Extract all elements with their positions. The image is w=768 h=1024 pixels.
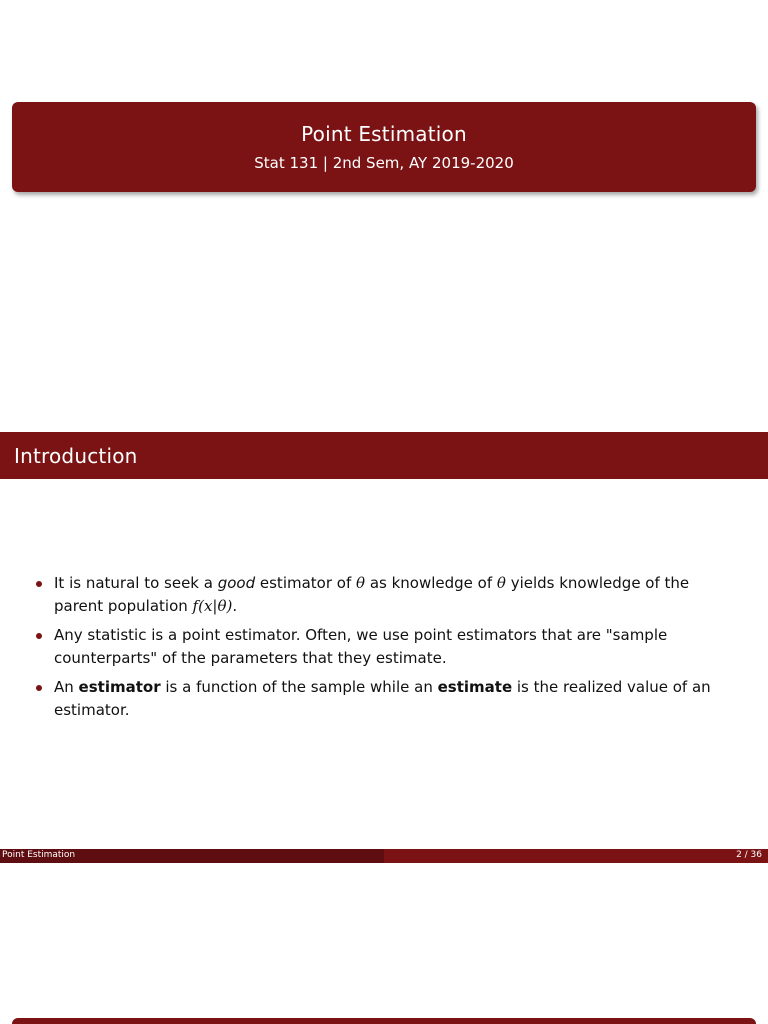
text-run: It is natural to seek a [54, 574, 218, 592]
math-symbol: θ [356, 574, 366, 592]
footer-title: Point Estimation [2, 850, 76, 860]
math-symbol: f [192, 597, 199, 615]
title-card [12, 102, 756, 192]
page-number: 2 / 36 [736, 850, 762, 860]
bullet-text: Any statistic is a point estimator. Often, we use point estimators that are "sample counterparts" of the parameters that they estimate. [54, 626, 668, 667]
bold-term: estimate [437, 678, 513, 696]
presentation-subtitle: Stat 131 | 2nd Sem, AY 2019-2020 [254, 154, 514, 172]
text-run: is the realized value of an estimator. [54, 678, 711, 719]
bullet-list [36, 572, 736, 728]
bullet-text [54, 574, 689, 615]
footer-right-panel [384, 849, 768, 863]
list-item [36, 624, 736, 670]
bullet-dot-icon [36, 685, 42, 691]
text-run: . [232, 597, 238, 615]
bullet-text [54, 678, 711, 719]
math-expression: (x|θ) [198, 597, 233, 615]
bold-term: estimator [78, 678, 161, 696]
next-slide-edge [12, 1018, 756, 1024]
presentation-title: Point Estimation [301, 122, 467, 146]
bullet-dot-icon [36, 581, 42, 587]
text-run: as knowledge of [365, 574, 497, 592]
list-item [36, 676, 736, 722]
slide-footer [0, 849, 768, 863]
bullet-dot-icon [36, 633, 42, 639]
list-item [36, 572, 736, 618]
footer-left-panel [0, 849, 384, 863]
text-run: estimator of [255, 574, 357, 592]
frame-title: Introduction [14, 444, 138, 468]
frame-title-bar [0, 432, 768, 479]
math-symbol: θ [496, 574, 506, 592]
emphasis-text: good [217, 574, 256, 592]
text-run: yields knowledge of the parent population [54, 574, 690, 615]
text-run: An [54, 678, 79, 696]
text-run: is a function of the sample while an [160, 678, 438, 696]
